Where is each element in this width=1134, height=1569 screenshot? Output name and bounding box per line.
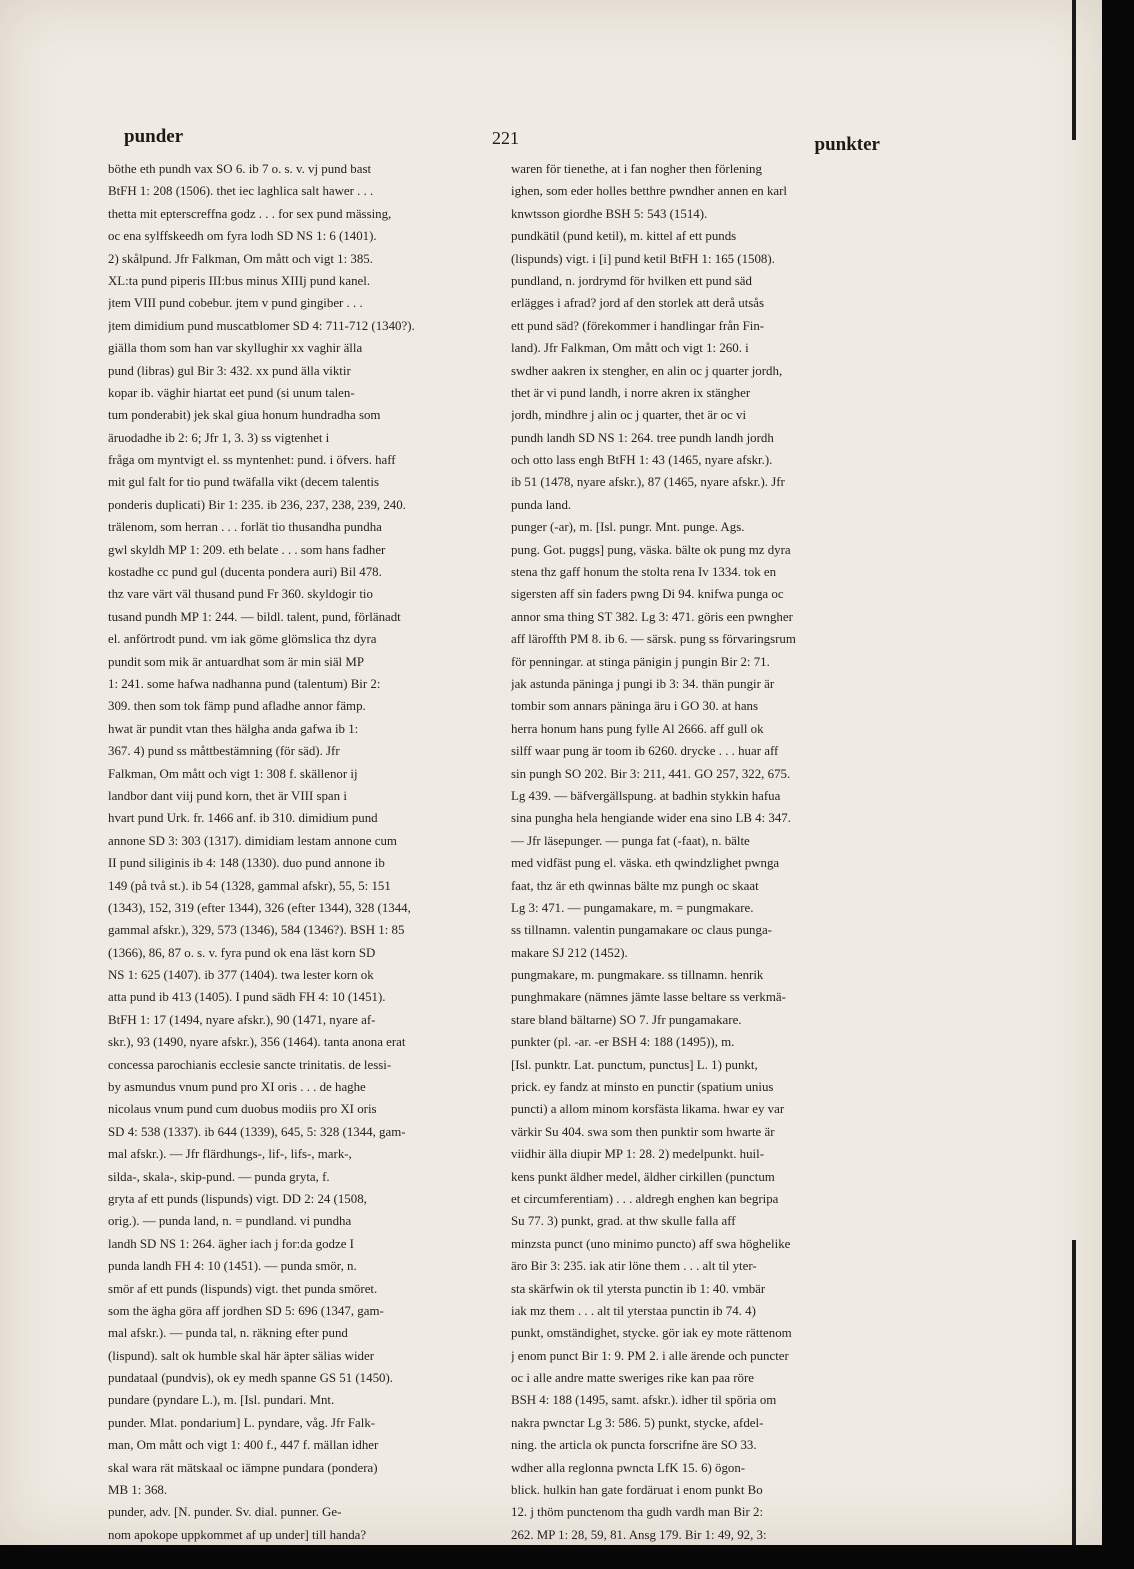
guide-word-left: punder <box>124 126 184 147</box>
text-line: 12. j thöm punctenom tha gudh vardh man Bir 2: <box>511 1505 764 1520</box>
text-line: el. anförtrodt pund. vm iak göme glömslica thz dyra <box>108 632 377 647</box>
text-line: jak astunda päninga j pungi ib 3: 34. thän pungir är <box>511 676 775 691</box>
text-line: trälenom, som herran . . . forlät tio thusandha pundha <box>108 520 382 535</box>
text-line: stena thz gaff honum the stolta rena Iv 1334. tok en <box>511 565 777 580</box>
text-line: et circumferentiam) . . . aldregh enghen kan begripa <box>511 1191 779 1206</box>
text-line: skr.), 93 (1490, nyare afskr.), 356 (1464). tanta anona erat <box>108 1035 406 1050</box>
text-line: concessa parochianis ecclesie sancte trinitatis. de lessi- <box>108 1057 392 1072</box>
text-line: (1343), 152, 319 (efter 1344), 326 (efter 1344), 328 (1344, <box>108 900 411 915</box>
text-line: jtem VIII pund cobebur. jtem v pund gingiber . . . <box>108 296 363 311</box>
text-line: hvart pund Urk. fr. 1466 anf. ib 310. dimidium pund <box>108 811 378 826</box>
text-line: faat, thz är eth qwinnas bälte mz pungh oc skaat <box>511 878 759 893</box>
text-line: pundh landh SD NS 1: 264. tree pundh landh jordh <box>511 430 774 445</box>
text-line: nom apokope uppkommet af up under] till handa? <box>108 1527 367 1542</box>
text-line: gammal afskr.), 329, 573 (1346), 584 (1346?). BSH 1: 85 <box>108 923 405 938</box>
text-line: puncti) a allom minom korsfästa likama. hwar ey var <box>511 1102 785 1117</box>
text-line: pundkätil (pund ketil), m. kittel af ett punds <box>511 229 737 244</box>
text-line: och otto lass engh BtFH 1: 43 (1465, nyare afskr.). <box>511 453 773 468</box>
text-line: BtFH 1: 208 (1506). thet iec laghlica salt hawer . . . <box>108 184 374 199</box>
text-line: punder. Mlat. pondarium] L. pyndare, våg. Jfr Falk- <box>108 1415 376 1430</box>
text-line: NS 1: 625 (1407). ib 377 (1404). twa lester korn ok <box>108 968 374 983</box>
text-line: punkt, omständighet, stycke. gör iak ey mote rättenom <box>511 1326 792 1341</box>
text-line: (lispund). salt ok humble skal här äpter sälias wider <box>108 1348 374 1363</box>
page-edge-mark-top <box>1072 0 1076 140</box>
text-line: tusand pundh MP 1: 244. — bildl. talent, pund, förlänadt <box>108 609 401 624</box>
text-line: viidhir älla diupir MP 1: 28. 2) medelpunkt. huil- <box>511 1147 765 1162</box>
text-line: sina pungha hela hengiande wider ena sino LB 4: 347. <box>511 811 791 826</box>
text-line: sin pungh SO 202. Bir 3: 211, 441. GO 257, 322, 675. <box>511 766 791 781</box>
guide-word-right: punkter <box>814 134 880 155</box>
text-line: XL:ta pund piperis III:bus minus XIIIj pund kanel. <box>108 273 371 288</box>
text-line: mal afskr.). — Jfr flärdhungs-, lif-, lifs-, mark-, <box>108 1147 352 1162</box>
right-column <box>511 158 881 1545</box>
text-line: ning. the articla ok puncta forscrifne äre SO 33. <box>511 1438 757 1453</box>
text-line: ponderis duplicati) Bir 1: 235. ib 236, 237, 238, 239, 240. <box>108 497 406 512</box>
text-line: silff waar pung är toom ib 6260. drycke . . . huar aff <box>511 744 779 759</box>
text-line: pundland, n. jordrymd för hvilken ett pund säd <box>511 273 752 288</box>
page-edge-mark-bottom <box>1072 1240 1076 1545</box>
text-line: pundataal (pundvis), ok ey medh spanne GS 51 (1450). <box>108 1371 393 1386</box>
text-line: swdher aakren ix stengher, en alin oc j quarter jordh, <box>511 363 783 378</box>
text-line: skal wara rät mätskaal oc iämpne pundara (pondera) <box>108 1460 378 1475</box>
text-line: 2) skålpund. Jfr Falkman, Om mått och vigt 1: 385. <box>108 251 373 266</box>
text-line: pungmakare, m. pungmakare. ss tillnamn. henrik <box>511 968 764 983</box>
text-line: BSH 4: 188 (1495, samt. afskr.). idher til spöria om <box>511 1393 777 1408</box>
text-line: tum ponderabit) jek skal giua honum hundradha som <box>108 408 381 423</box>
text-line: jordh, mindhre j alin oc j quarter, thet är oc vi <box>511 408 747 423</box>
text-line: silda-, skala-, skip-pund. — punda gryta, f. <box>108 1169 330 1184</box>
text-line: punghmakare (nämnes jämte lasse beltare ss verkmä- <box>511 990 786 1005</box>
text-line: pundare (pyndare L.), m. [Isl. pundari. Mnt. <box>108 1393 335 1408</box>
text-line: herra honum hans pung fylle Al 2666. aff gull ok <box>511 721 764 736</box>
text-line: stare bland bältarne) SO 7. Jfr pungamakare. <box>511 1012 742 1027</box>
text-line: gryta af ett punds (lispunds) vigt. DD 2: 24 (1508, <box>108 1191 367 1206</box>
text-line: 309. then som tok fämp pund afladhe annor fämp. <box>108 699 366 714</box>
text-line: j enom punct Bir 1: 9. PM 2. i alle ärende och puncter <box>511 1348 789 1363</box>
page-number: 221 <box>492 128 519 148</box>
text-line: knwtsson giordhe BSH 5: 543 (1514). <box>511 206 708 221</box>
text-line: iak mz them . . . alt til yterstaa punctin ib 74. 4) <box>511 1303 756 1318</box>
text-line: gwl skyldh MP 1: 209. eth belate . . . som hans fadher <box>108 542 386 557</box>
text-line: BtFH 1: 17 (1494, nyare afskr.), 90 (1471, nyare af- <box>108 1012 376 1027</box>
text-line: punkter (pl. -ar. -er BSH 4: 188 (1495)), m. <box>511 1035 735 1050</box>
text-line: [Isl. punktr. Lat. punctum, punctus] L. 1) punkt, <box>511 1057 758 1072</box>
text-line: erlägges i afrad? jord af den storlek att derå utsås <box>511 296 765 311</box>
text-line: kens punkt äldher medel, äldher cirkillen (punctum <box>511 1169 775 1184</box>
text-line: II pund siliginis ib 4: 148 (1330). duo pund annone ib <box>108 856 385 871</box>
text-line: SD 4: 538 (1337). ib 644 (1339), 645, 5: 328 (1344, gam- <box>108 1124 406 1139</box>
text-line: punda land. <box>511 497 572 512</box>
text-line: nakra pwnctar Lg 3: 586. 5) punkt, stycke, afdel- <box>511 1415 764 1430</box>
text-line: (1366), 86, 87 o. s. v. fyra pund ok ena läst korn SD <box>108 945 376 960</box>
text-line: 262. MP 1: 28, 59, 81. Ansg 179. Bir 1: 49, 92, 3: <box>511 1527 767 1542</box>
text-line: landh SD NS 1: 264. ägher iach j for:da godze I <box>108 1236 354 1251</box>
text-line: fråga om myntvigt el. ss myntenhet: pund. i öfvers. haff <box>108 453 396 468</box>
text-line: sta skärfwin ok til ytersta punctin ib 1: 40. vmbär <box>511 1281 766 1296</box>
text-line: som the ägha göra aff jordhen SD 5: 696 (1347, gam- <box>108 1303 384 1318</box>
text-line: äruodadhe ib 2: 6; Jfr 1, 3. 3) ss vigtenhet i <box>108 430 330 445</box>
text-line: minzsta punct (uno minimo puncto) aff swa höghelike <box>511 1236 791 1251</box>
text-line: (lispunds) vigt. i [i] pund ketil BtFH 1: 165 (1508). <box>511 251 775 266</box>
text-line: med vidfäst pung el. väska. eth qwindzlighet pwnga <box>511 856 780 871</box>
text-line: ss tillnamn. valentin pungamakare oc claus punga- <box>511 923 772 938</box>
text-line: hwat är pundit vtan thes hälgha anda gafwa ib 1: <box>108 721 359 736</box>
text-line: 367. 4) pund ss måttbestämning (för säd). Jfr <box>108 744 340 759</box>
text-line: man, Om mått och vigt 1: 400 f., 447 f. mällan idher <box>108 1438 379 1453</box>
text-line: jtem dimidium pund muscatblomer SD 4: 711-712 (1340?). <box>108 318 415 333</box>
text-line: ett pund säd? (förekommer i handlingar från Fin- <box>511 318 765 333</box>
text-line: ighen, som eder holles betthre pwndher annen en karl <box>511 184 787 199</box>
text-line: by asmundus vnum pund pro XI oris . . . de haghe <box>108 1080 366 1095</box>
text-line: annone SD 3: 303 (1317). dimidiam lestam annone cum <box>108 833 397 848</box>
text-line: punger (-ar), m. [Isl. pungr. Mnt. punge. Ags. <box>511 520 745 535</box>
text-line: Lg 439. — bäfvergällspung. at badhin stykkin hafua <box>511 788 781 803</box>
text-line: böthe eth pundh vax SO 6. ib 7 o. s. v. vj pund bast <box>108 162 372 176</box>
text-line: nicolaus vnum pund cum duobus modiis pro XI oris <box>108 1102 377 1117</box>
text-line: land). Jfr Falkman, Om mått och vigt 1: 260. i <box>511 341 749 356</box>
text-line: landbor dant viij pund korn, thet är VIII span i <box>108 788 347 803</box>
text-line: makare SJ 212 (1452). <box>511 945 628 960</box>
text-line: kostadhe cc pund gul (ducenta pondera auri) Bil 478. <box>108 565 382 580</box>
text-line: Falkman, Om mått och vigt 1: 308 f. skällenor ij <box>108 766 358 781</box>
text-line: orig.). — punda land, n. = pundland. vi pundha <box>108 1214 352 1229</box>
left-column <box>108 158 478 1545</box>
text-line: sigersten aff sin faders pwng Di 94. knifwa punga oc <box>511 587 784 602</box>
text-line: Su 77. 3) punkt, grad. at thw skulle falla aff <box>511 1214 736 1229</box>
text-line: värkir Su 404. swa som then punktir som hwarte är <box>511 1124 775 1139</box>
text-line: äro Bir 3: 235. iak atir löne them . . . alt til yter- <box>511 1259 757 1274</box>
text-line: thz vare värt väl thusand pund Fr 360. skyldogir tio <box>108 587 373 602</box>
text-line: Lg 3: 471. — pungamakare, m. = pungmakare. <box>511 900 754 915</box>
text-line: thetta mit epterscreffna godz . . . for sex pund mässing, <box>108 206 392 221</box>
text-line: oc ena sylffskeedh om fyra lodh SD NS 1: 6 (1401). <box>108 229 377 244</box>
text-line: wdher alla reglonna pwncta LfK 15. 6) ögon- <box>511 1460 746 1475</box>
text-line: thet är vi pund landh, i norre akren ix stängher <box>511 385 751 400</box>
text-line: waren för tienethe, at i fan nogher then förlening <box>511 162 762 176</box>
text-line: pundit som mik är antuardhat som är min siäl MP <box>108 654 364 669</box>
text-line: blick. hulkin han gate fordäruat i enom punkt Bo <box>511 1483 763 1498</box>
text-line: 149 (på två st.). ib 54 (1328, gammal afskr), 55, 5: 151 <box>108 878 391 893</box>
text-line: ib 51 (1478, nyare afskr.), 87 (1465, nyare afskr.). Jfr <box>511 475 785 490</box>
text-line: pung. Got. puggs] pung, väska. bälte ok pung mz dyra <box>511 542 791 557</box>
text-line: aff läroffth PM 8. ib 6. — särsk. pung ss förvaringsrum <box>511 632 796 647</box>
text-line: annor sma thing ST 382. Lg 3: 471. göris een pwngher <box>511 609 793 624</box>
text-line: för penningar. at stinga pänigin j pungin Bir 2: 71. <box>511 654 770 669</box>
text-line: smör af ett punds (lispunds) vigt. thet punda smöret. <box>108 1281 378 1296</box>
text-line: MB 1: 368. <box>108 1483 168 1498</box>
text-line: punder, adv. [N. punder. Sv. dial. punner. Ge- <box>108 1505 342 1520</box>
text-line: punda landh FH 4: 10 (1451). — punda smör, n. <box>108 1259 357 1274</box>
text-line: tombir som annars päninga äru i GO 30. at hans <box>511 699 759 714</box>
text-line: kopar ib. väghir hiartat eet pund (si unum talen- <box>108 385 355 400</box>
text-line: oc i alle andre matte sweriges rike kan paa röre <box>511 1371 755 1386</box>
text-line: mal afskr.). — punda tal, n. räkning efter pund <box>108 1326 348 1341</box>
text-line: 1: 241. some hafwa nadhanna pund (talentum) Bir 2: <box>108 676 381 691</box>
text-line: pund (libras) gul Bir 3: 432. xx pund älla viktir <box>108 363 351 378</box>
text-line: mit gul falt for tio pund twäfalla vikt (decem talentis <box>108 475 379 490</box>
text-line: — Jfr läsepunger. — punga fat (-faat), n. bälte <box>511 833 750 848</box>
text-line: atta pund ib 413 (1405). I pund sädh FH 4: 10 (1451). <box>108 990 386 1005</box>
text-line: prick. ey fandz at minsto en punctir (spatium unius <box>511 1080 774 1095</box>
text-line: giälla thom som han var skyllughir xx vaghir älla <box>108 341 363 356</box>
